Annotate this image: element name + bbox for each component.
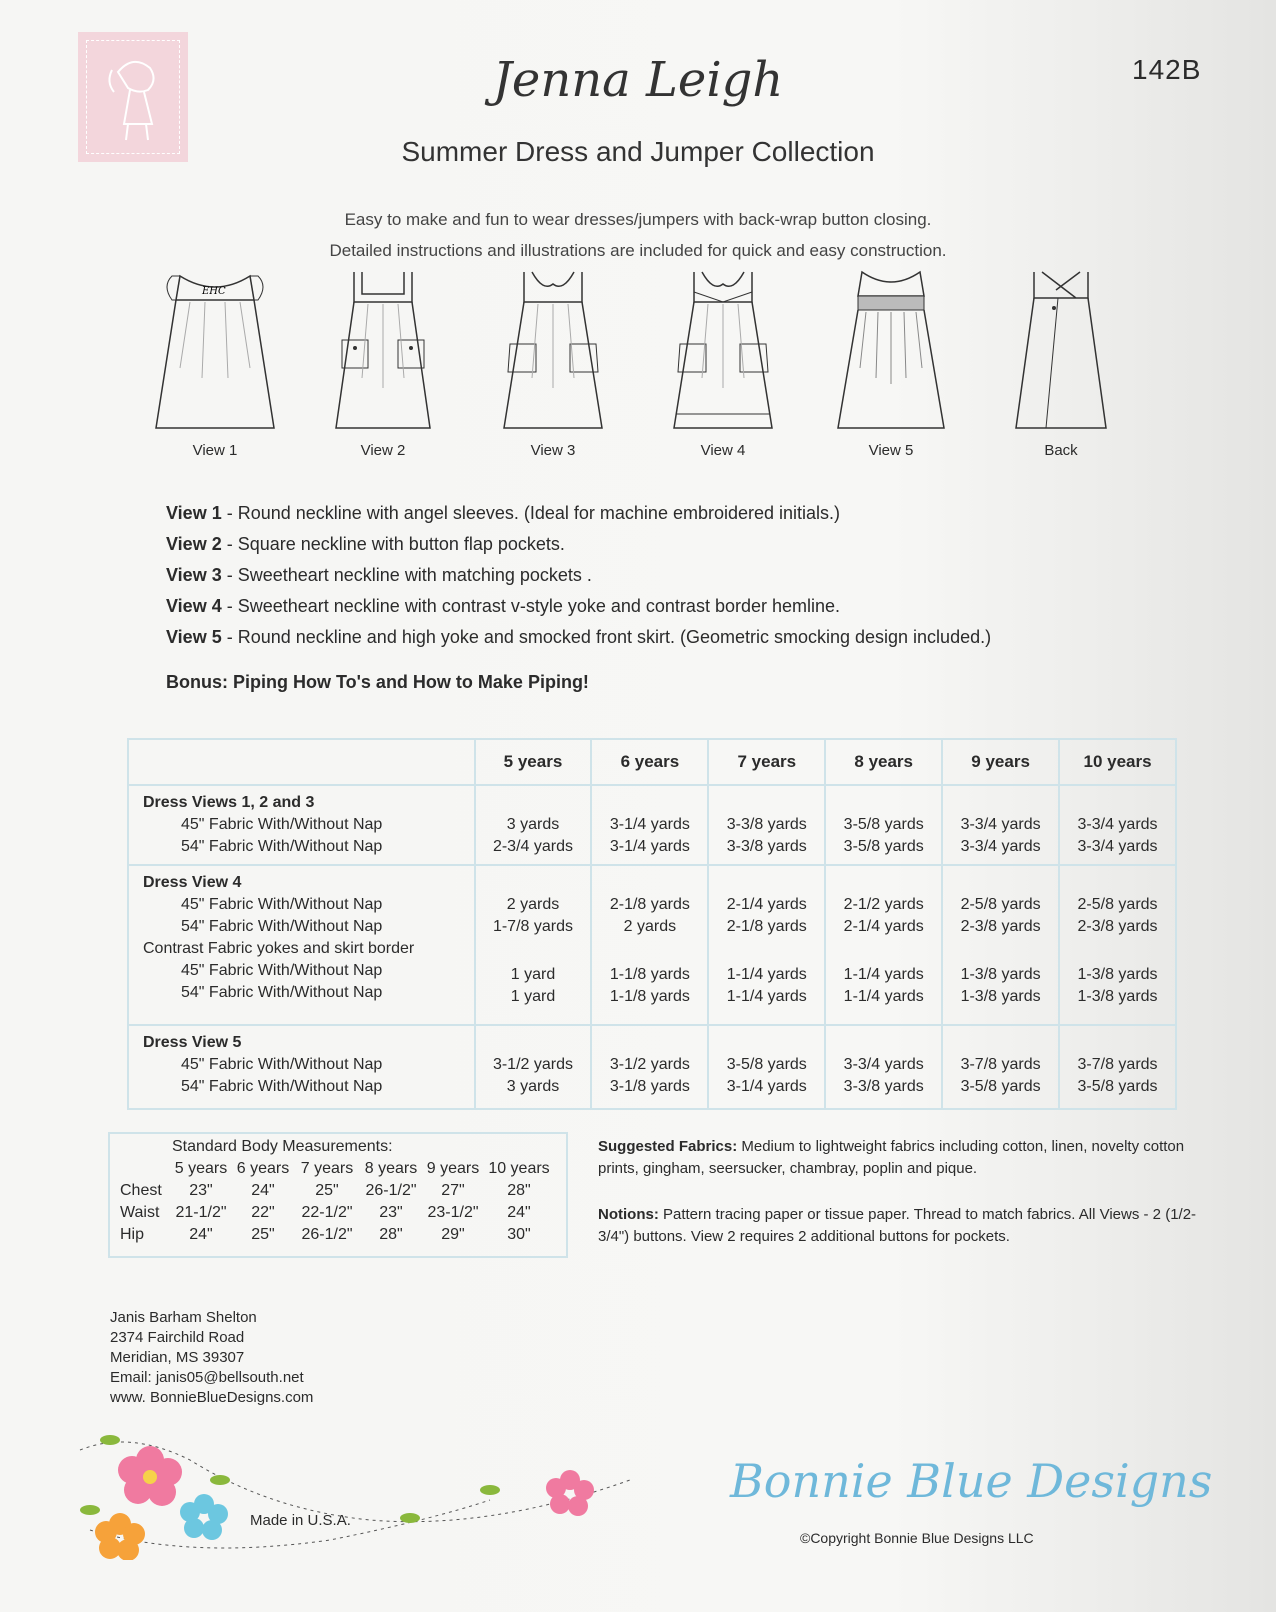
measurement-row-chest: Chest 23" 24" 25" 26-1/2" 27" 28" — [120, 1182, 531, 1199]
dress-view-2-icon — [318, 268, 448, 438]
view-5-illustration — [826, 268, 956, 459]
view-label: View 4 — [700, 442, 746, 459]
size-header: 8 years — [825, 739, 942, 785]
copyright: ©Copyright Bonnie Blue Designs LLC — [800, 1530, 1034, 1546]
view-2-illustration — [318, 268, 448, 459]
view-4-illustration — [658, 268, 788, 459]
flowers-decoration-icon — [70, 1420, 670, 1560]
suggested-fabrics: Suggested Fabrics: Medium to lightweight fabrics including cotton, linen, novelty cotton prints, gingham, seersucker, chambray, poplin and pique. — [598, 1138, 1185, 1177]
intro-text — [0, 204, 1276, 266]
pattern-subtitle: Summer Dress and Jumper Collection — [401, 136, 875, 167]
yardage-table — [127, 738, 1177, 1110]
view-description: View 4 - Sweetheart neckline with contrast v-style yoke and contrast border hemline. — [166, 596, 841, 616]
view-label: View 1 — [192, 442, 238, 459]
made-in-usa: Made in U.S.A. — [250, 1512, 351, 1529]
dress-back-icon — [996, 268, 1126, 438]
measurements-size-row: 5 years 6 years 7 years 8 years 9 years 10 years — [174, 1160, 550, 1177]
view-description: View 1 - Round neckline with angel sleeves. (Ideal for machine embroidered initials.) — [166, 503, 841, 523]
measurement-row-waist: Waist 21-1/2" 22" 22-1/2" 23" 23-1/2" 24" — [120, 1204, 531, 1221]
address-street: 2374 Fairchild Road — [110, 1329, 245, 1346]
size-header: 5 years — [475, 739, 592, 785]
size-header: 10 years — [1059, 739, 1176, 785]
view-label: View 3 — [530, 442, 576, 459]
pattern-script-title: Jenna Leigh — [492, 52, 784, 108]
view-1-illustration — [150, 268, 280, 459]
back-view-illustration — [996, 268, 1126, 459]
view-label: Back — [1044, 442, 1078, 459]
intro-line-2: Detailed instructions and illustrations are included for quick and easy construction. — [329, 241, 947, 260]
table-row: Dress Views 1, 2 and 3 45" Fabric With/Without Nap 54" Fabric With/Without Nap 3 yards 2-3/4 yards 3-1/4 yards 3-1/4 yards 3-3/8 yards 3-3/8 yards 3-5/8 yards 3-5/8 yards 3-3/4 yards 3-3/4 yards 3-3/4 yards 3-3/4 yards — [128, 785, 1176, 865]
view-label: View 5 — [868, 442, 914, 459]
monogram: EHC — [202, 286, 226, 297]
body-measurements-box — [108, 1132, 568, 1258]
view-description: View 3 - Sweetheart neckline with matching pockets . — [166, 565, 592, 585]
size-header: 6 years — [591, 739, 708, 785]
table-header-row — [128, 739, 1176, 785]
table-row: Dress View 5 45" Fabric With/Without Nap 54" Fabric With/Without Nap 3-1/2 yards 3 yards 3-1/2 yards 3-1/8 yards 3-5/8 yards 3-1/4 yards 3-3/4 yards 3-3/8 yards 3-7/8 yards 3-5/8 yards 3-7/8 yards 3-5/8 yards — [128, 1025, 1176, 1109]
designer-name: Janis Barham Shelton — [110, 1309, 257, 1326]
view-label: View 2 — [360, 442, 406, 459]
address-website: www. BonnieBlueDesigns.com — [110, 1389, 314, 1406]
address-email: Email: janis05@bellsouth.net — [110, 1369, 304, 1386]
view-description: View 5 - Round neckline and high yoke and smocked front skirt. (Geometric smocking design included.) — [166, 627, 992, 647]
bonus-note: Bonus: Piping How To's and How to Make Piping! — [166, 672, 589, 692]
table-row: Dress View 4 45" Fabric With/Without Nap 54" Fabric With/Without Nap Contrast Fabric yokes and skirt border 45" Fabric With/Without Nap 54" Fabric With/Without Nap 2 yards 1-7/8 yards 1 yard 1 yard 2-1/8 yards 2 yards 1-1/8 yards 1-1/8 yards 2-1/4 yards 2-1/8 yards 1-1/4 yards 1-1/4 yards 2-1/2 yards 2-1/4 yards 1-1/4 yards 1-1/4 yards 2-5/8 yards 2-3/8 yards 1-3/8 yards 1-3/8 yards 2-5/8 yards 2-3/8 yards 1-3/8 yards 1-3/8 yards — [128, 865, 1176, 1025]
dress-view-3-icon — [488, 268, 618, 438]
intro-line-1: Easy to make and fun to wear dresses/jumpers with back-wrap button closing. — [344, 210, 932, 229]
view-descriptions — [166, 498, 991, 653]
measurement-row-hip: Hip 24" 25" 26-1/2" 28" 29" 30" — [120, 1226, 531, 1243]
measurements-title: Standard Body Measurements: — [172, 1138, 393, 1155]
dress-view-4-icon — [658, 268, 788, 438]
pattern-number: 142B — [1132, 54, 1202, 85]
view-3-illustration — [488, 268, 618, 459]
size-header: 9 years — [942, 739, 1059, 785]
size-header: 7 years — [708, 739, 825, 785]
address-city: Meridian, MS 39307 — [110, 1349, 245, 1366]
view-illustrations — [150, 268, 1160, 478]
notions: Notions: Pattern tracing paper or tissue paper. Thread to match fabrics. All Views - 2 (1/2-3/4") buttons. View 2 requires 2 additional buttons for pockets. — [598, 1206, 1197, 1245]
brand-logo-text: Bonnie Blue Designs — [730, 1454, 1213, 1508]
designer-address — [110, 1308, 313, 1408]
view-description: View 2 - Square neckline with button flap pockets. — [166, 534, 565, 554]
dress-view-1-icon — [150, 268, 280, 438]
dress-view-5-icon — [826, 268, 956, 438]
